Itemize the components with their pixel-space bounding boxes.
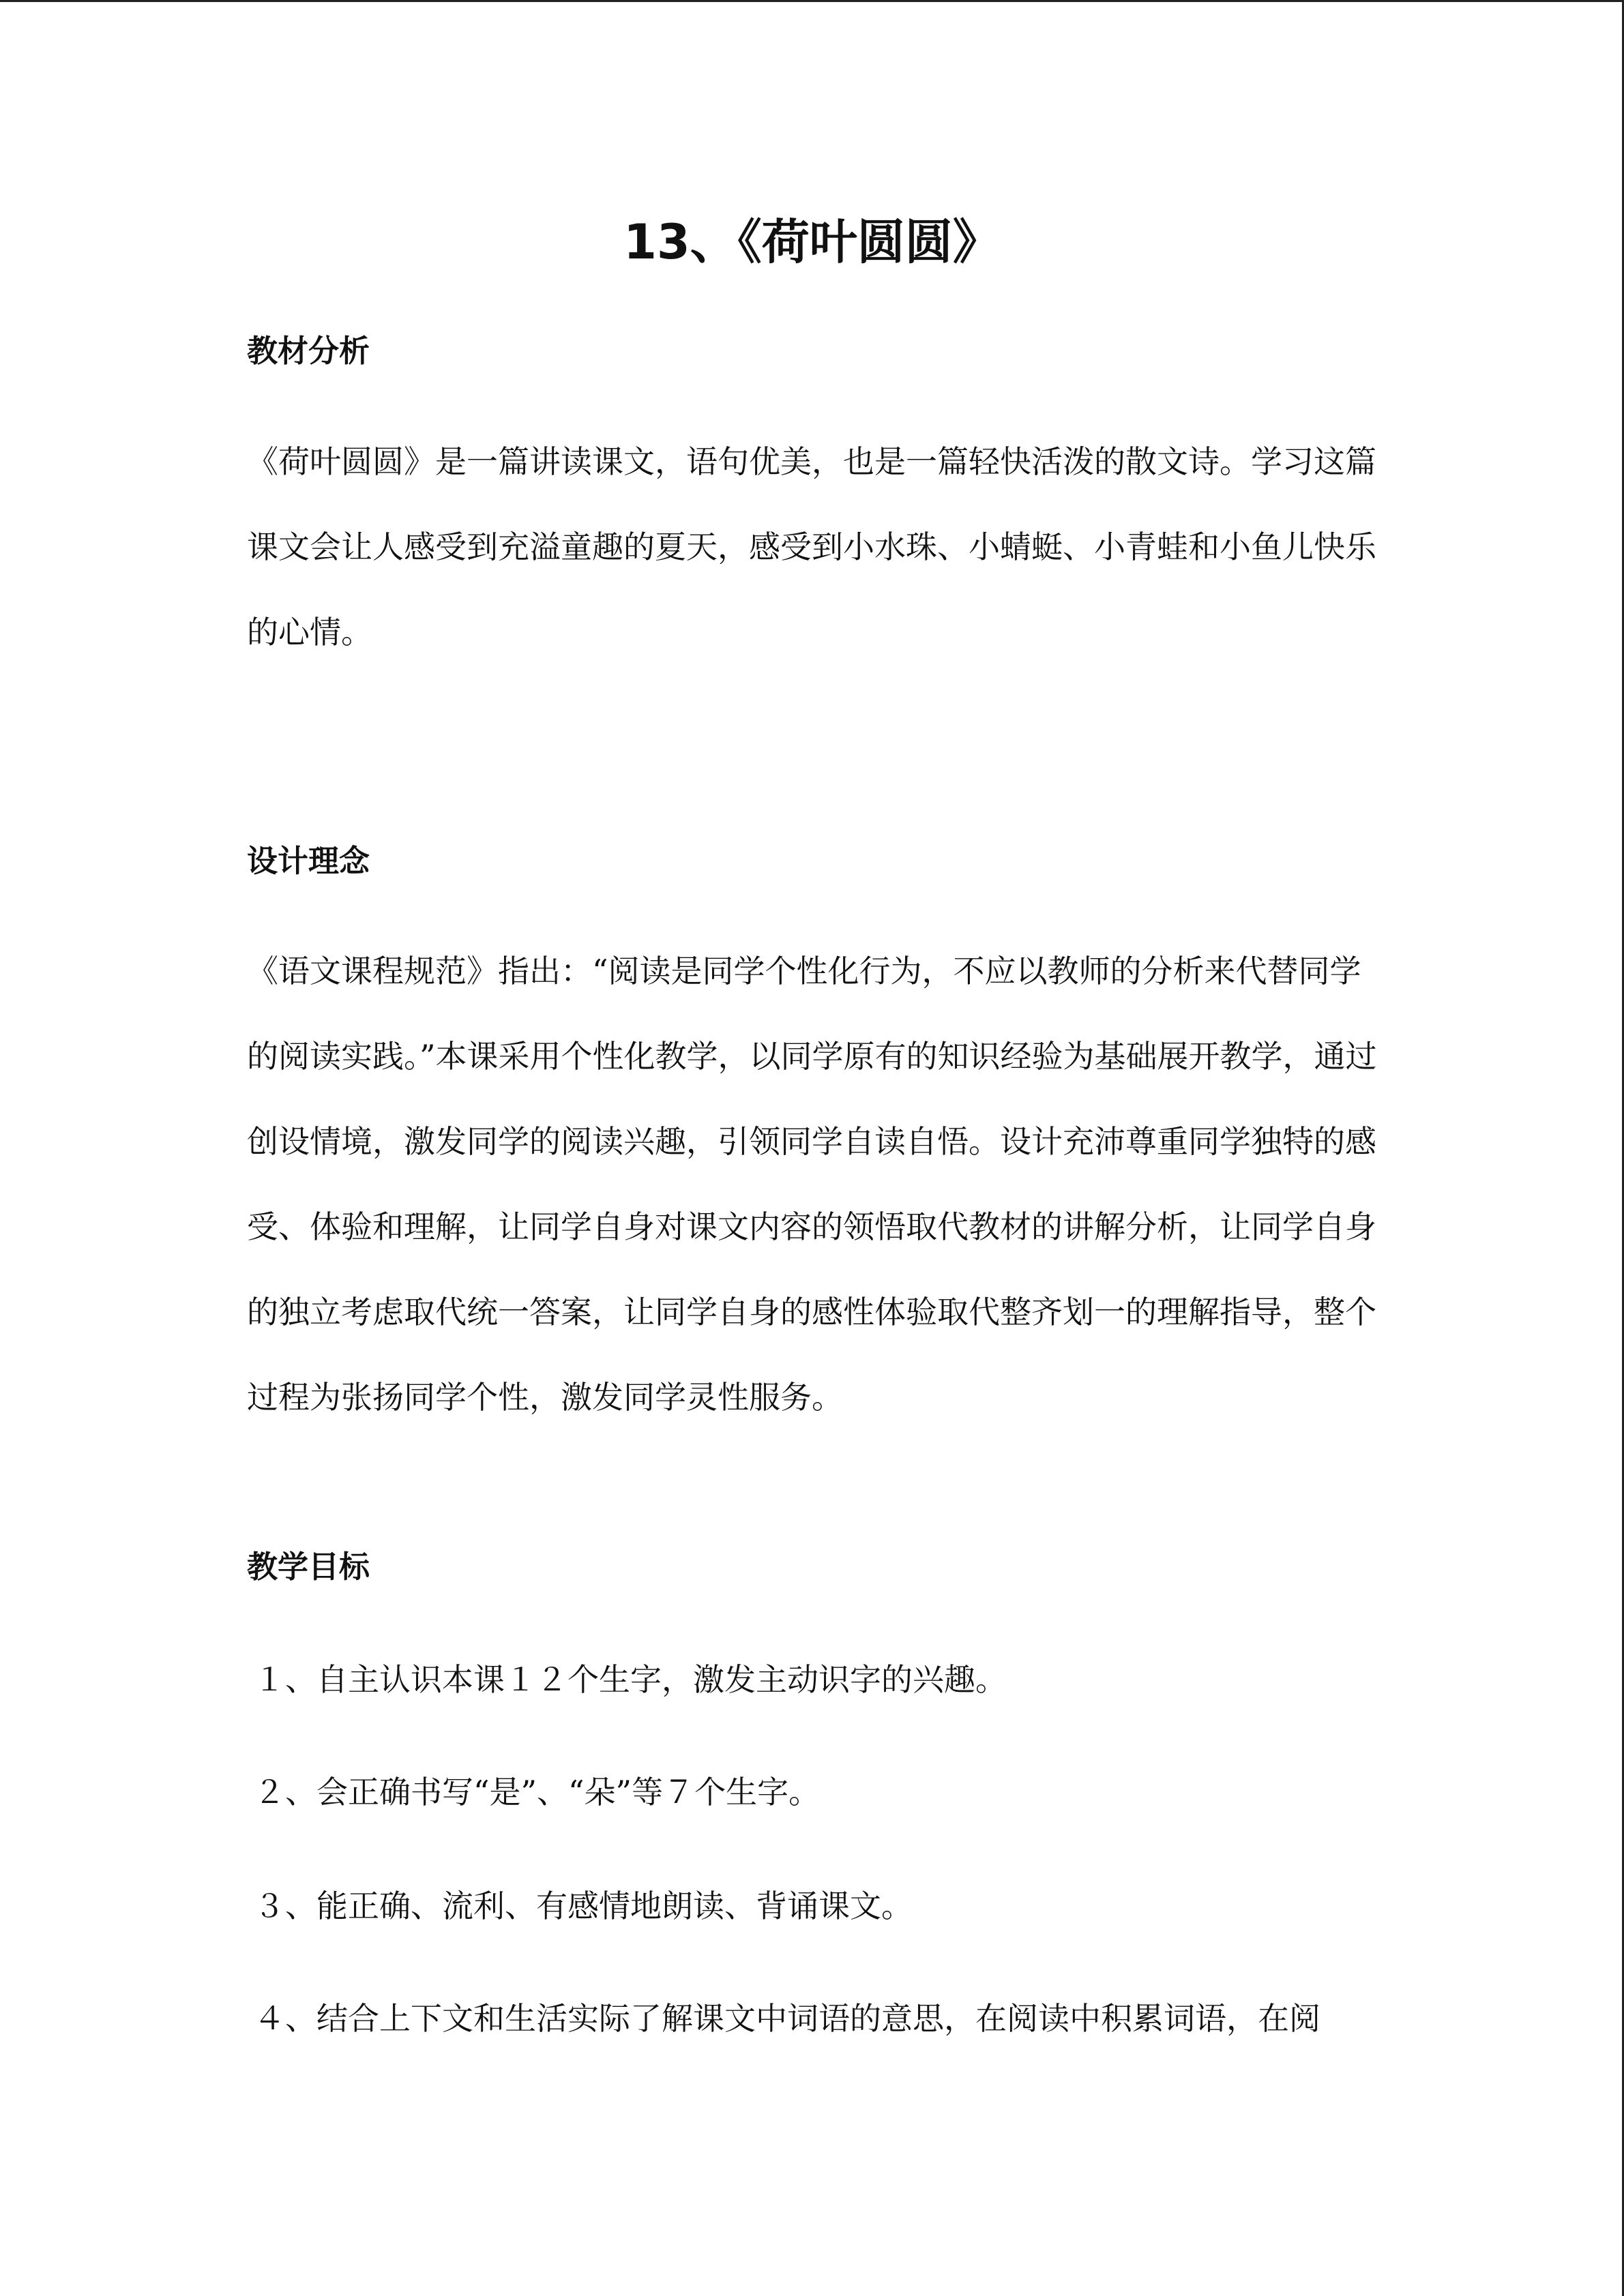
- teaching-goal-item: ２、会正确书写“是”、“朵”等７个生字。: [254, 1774, 821, 1810]
- section-heading-design-concept: 设计理念: [247, 843, 370, 879]
- section-heading-textbook-analysis: 教材分析: [247, 333, 370, 369]
- document-title: 13、《荷叶圆圆》: [623, 214, 1001, 270]
- teaching-goal-item: ３、能正确、流利、有感情地朗读、背诵课文。: [254, 1888, 913, 1924]
- section-body-textbook-analysis: 《荷叶圆圆》是一篇讲读课文，语句优美，也是一篇轻快活泼的散文诗。学习这篇课文会让人感受到充溢童趣的夏天，感受到小水珠、小蜻蜓、小青蛙和小鱼儿快乐的心情。: [247, 443, 1376, 651]
- section-body-design-concept: 《语文课程规范》指出：“阅读是同学个性化行为，不应以教师的分析来代替同学的阅读实践。”本课采用个性化教学，以同学原有的知识经验为基础展开教学，通过创设情境，激发同学的阅读兴趣，引领同学自读自悟。设计充沛尊重同学独特的感受、体验和理解，让同学自身对课文内容的领悟取代教材的讲解分析，让同学自身的独立考虑取代统一答案，让同学自身的感性体验取代整齐划一的理解指导，整个过程为张扬同学个性，激发同学灵性服务。: [247, 953, 1377, 1416]
- teaching-goal-item: ４、结合上下文和生活实际了解课文中词语的意思，在阅读中积累词语，在阅: [254, 2000, 1320, 2037]
- section-heading-teaching-goals: 教学目标: [247, 1549, 370, 1585]
- teaching-goal-item: １、自主认识本课１２个生字，激发主动识字的兴趣。: [254, 1661, 1007, 1698]
